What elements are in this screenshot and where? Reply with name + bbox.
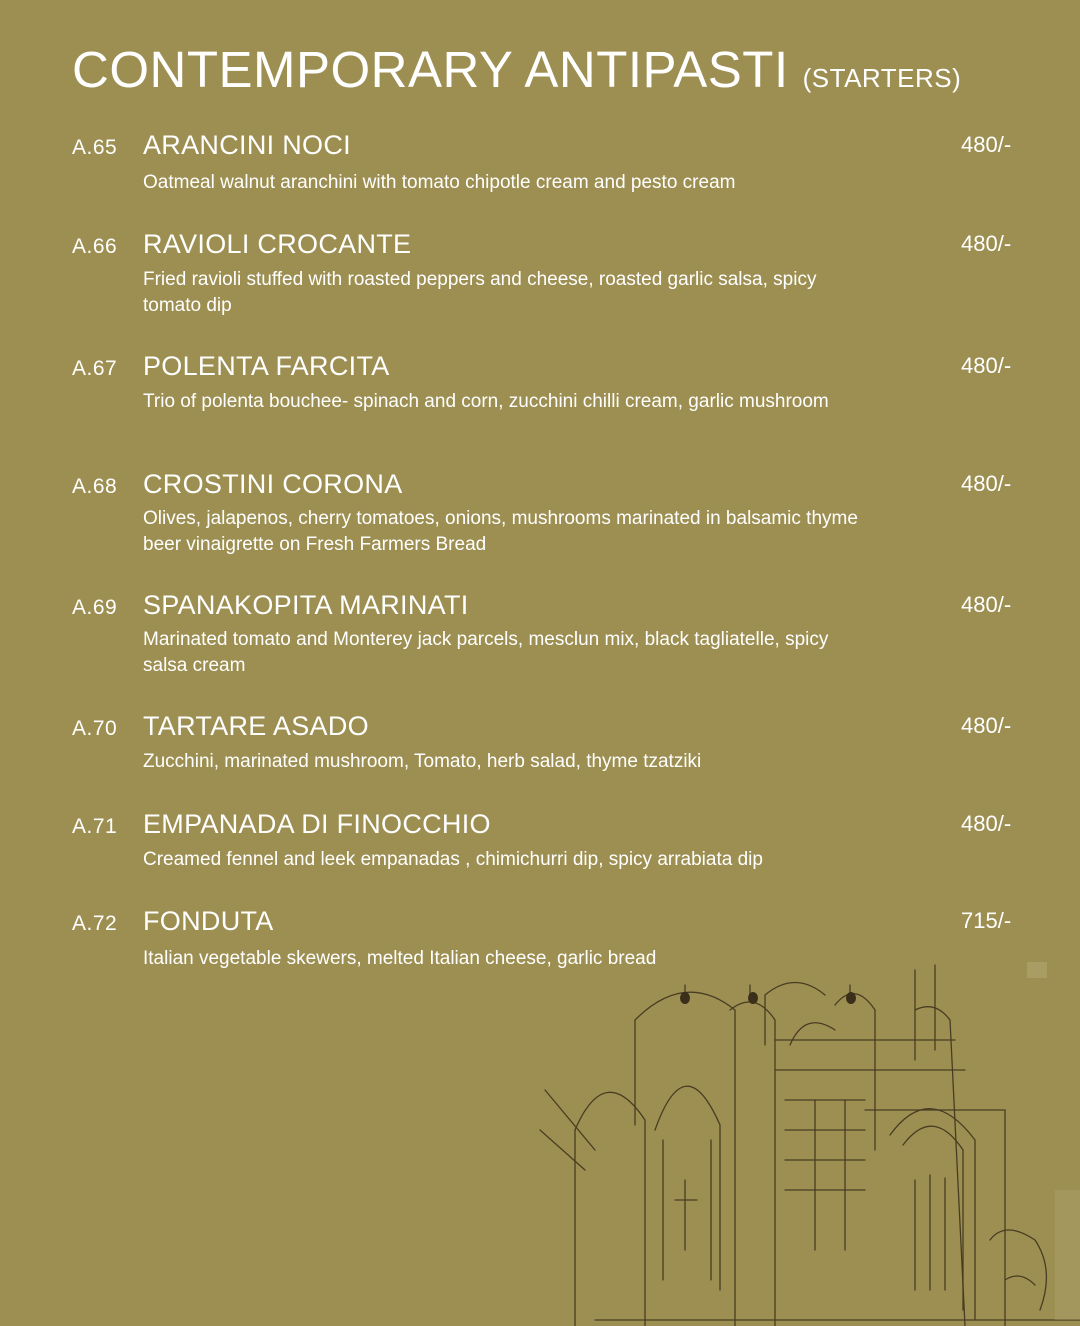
item-description: Oatmeal walnut aranchini with tomato chipotle cream and pesto cream <box>143 172 736 193</box>
item-description: Creamed fennel and leek empanadas , chimichurri dip, spicy arrabiata dip <box>143 849 763 870</box>
item-price: 480/- <box>961 231 1012 256</box>
item-name: EMPANADA DI FINOCCHIO <box>143 809 491 839</box>
item-name: FONDUTA <box>143 906 274 936</box>
architecture-sketch-illustration <box>535 950 1080 1326</box>
item-price: 480/- <box>961 592 1012 617</box>
item-code: A.71 <box>72 815 118 838</box>
item-name: TARTARE ASADO <box>143 711 369 741</box>
item-price: 480/- <box>961 713 1012 738</box>
item-name: CROSTINI CORONA <box>143 469 403 499</box>
item-price: 480/- <box>961 811 1012 836</box>
item-name: SPANAKOPITA MARINATI <box>143 590 469 620</box>
item-code: A.72 <box>72 912 118 935</box>
item-price: 480/- <box>961 132 1012 157</box>
item-description: Fried ravioli stuffed with roasted peppers and cheese, roasted garlic salsa, spicy tomato dip <box>143 269 817 316</box>
item-description: Trio of polenta bouchee- spinach and corn, zucchini chilli cream, garlic mushroom <box>143 391 829 412</box>
item-name: POLENTA FARCITA <box>143 351 390 381</box>
item-price: 480/- <box>961 353 1012 378</box>
item-description: Italian vegetable skewers, melted Italian cheese, garlic bread <box>143 948 657 969</box>
item-code: A.68 <box>72 475 118 498</box>
item-price: 715/- <box>961 908 1012 933</box>
item-name: ARANCINI NOCI <box>143 130 351 160</box>
item-description: Olives, jalapenos, cherry tomatoes, onions, mushrooms marinated in balsamic thyme beer vinaigrette on Fresh Farmers Bread <box>143 508 858 555</box>
item-name: RAVIOLI CROCANTE <box>143 229 412 259</box>
title-row <box>72 40 961 99</box>
page-title: CONTEMPORARY ANTIPASTI <box>72 41 789 98</box>
item-code: A.70 <box>72 717 118 740</box>
item-price: 480/- <box>961 471 1012 496</box>
item-code: A.69 <box>72 596 118 619</box>
item-code: A.66 <box>72 235 118 258</box>
item-code: A.65 <box>72 136 118 159</box>
item-description: Zucchini, marinated mushroom, Tomato, herb salad, thyme tzatziki <box>143 751 702 772</box>
item-description: Marinated tomato and Monterey jack parcels, mesclun mix, black tagliatelle, spicy salsa cream <box>143 629 829 676</box>
item-code: A.67 <box>72 357 118 380</box>
page-subtitle: (STARTERS) <box>802 63 962 93</box>
